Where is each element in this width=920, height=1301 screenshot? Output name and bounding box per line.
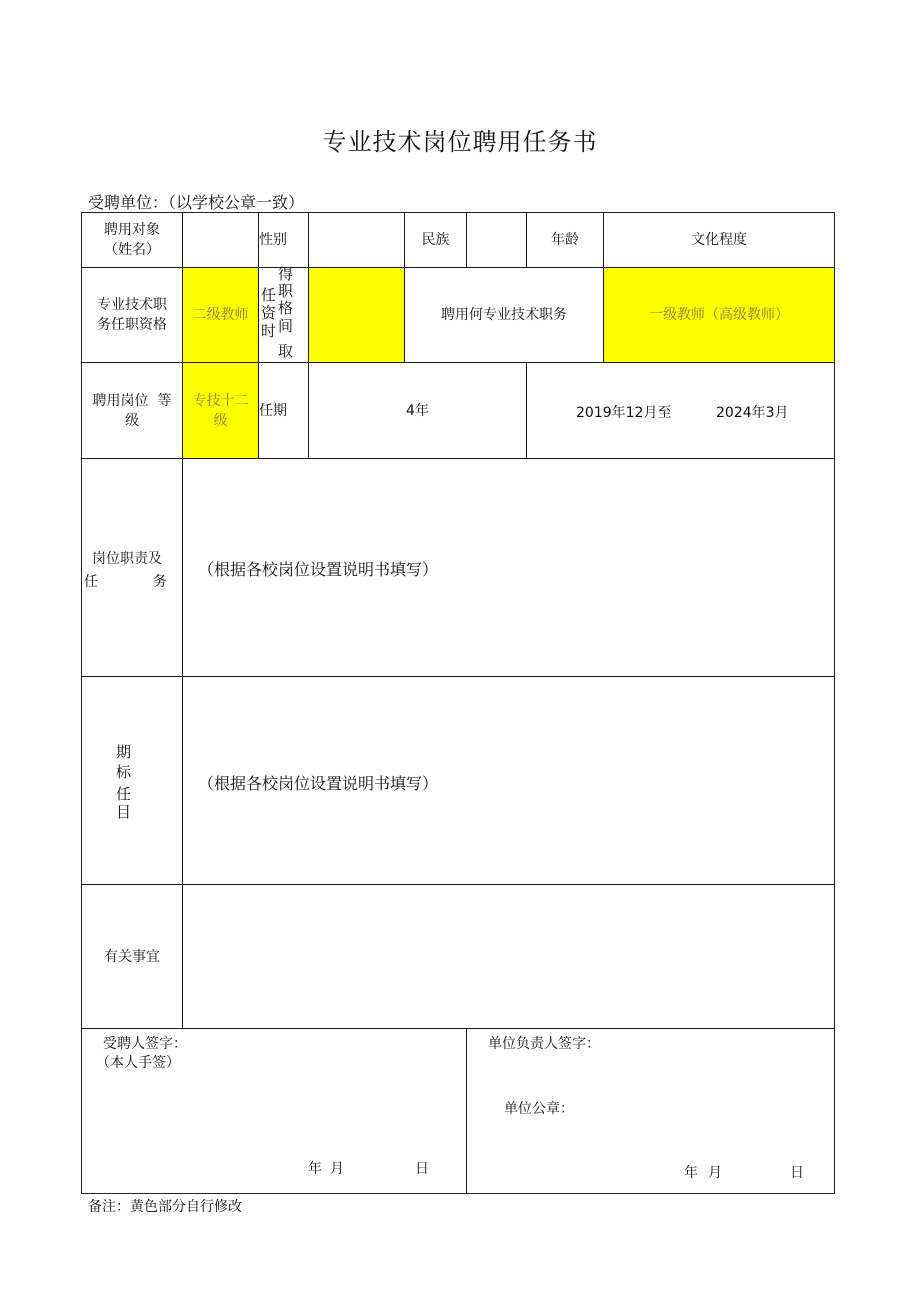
qualified-time-label-char: 取 bbox=[278, 342, 294, 360]
qualification-label-line1: 专业技术职 bbox=[97, 297, 167, 313]
name-sublabel: （姓名） bbox=[104, 242, 160, 258]
qualified-time-label-char: 资 bbox=[261, 304, 277, 322]
unit-seal-label: 单位公章： bbox=[504, 1101, 574, 1117]
qualification-label-line2: 务任职资格 bbox=[97, 317, 167, 333]
name-value-cell[interactable] bbox=[183, 213, 258, 267]
appointee-signature-label: 受聘人签字： bbox=[103, 1036, 187, 1052]
appointee-date-month: 月 bbox=[330, 1161, 344, 1177]
gender-label: 性别 bbox=[259, 232, 287, 248]
qualified-time-value[interactable] bbox=[309, 268, 404, 362]
qualification-label-cell bbox=[82, 268, 182, 362]
target-label-char: 任 bbox=[116, 785, 132, 803]
qualification-value[interactable]: 二级教师 bbox=[192, 307, 249, 323]
target-label-char: 目 bbox=[116, 803, 132, 821]
appointed-post-value[interactable]: 一级教师（高级教师） bbox=[649, 307, 789, 323]
target-label-char: 期 bbox=[116, 743, 132, 761]
page-title: 专业技术岗位聘用任务书 bbox=[322, 128, 598, 156]
ethnic-value-cell[interactable] bbox=[467, 213, 526, 267]
education-label: 文化程度 bbox=[691, 232, 747, 248]
post-grade-label-cell bbox=[82, 363, 182, 458]
unit-date-month: 月 bbox=[708, 1165, 722, 1181]
term-end-date: 2024年3月 bbox=[716, 405, 789, 421]
term-value: 4年 bbox=[406, 402, 429, 419]
target-label-char: 标 bbox=[116, 763, 132, 781]
row-divider bbox=[81, 676, 835, 677]
qualified-time-label-char: 时 bbox=[261, 322, 277, 340]
unit-head-signature-label: 单位负责人签字： bbox=[488, 1036, 600, 1052]
target-content[interactable]: （根据各校岗位设置说明书填写） bbox=[198, 774, 439, 793]
qualified-time-label-char: 格 bbox=[278, 299, 294, 317]
appointee-signature-sublabel: （本人手签） bbox=[96, 1055, 180, 1071]
duties-content[interactable]: （根据各校岗位设置说明书填写） bbox=[198, 560, 439, 579]
post-grade-label-line1: 聘用岗位 等 bbox=[92, 392, 172, 409]
col-divider bbox=[466, 1028, 467, 1194]
qualified-time-label-char: 任 bbox=[261, 286, 277, 304]
qualified-time-label-char: 得 bbox=[278, 265, 294, 283]
age-label: 年龄 bbox=[551, 232, 579, 248]
appointee-date-day: 日 bbox=[415, 1161, 429, 1177]
duties-label-line2-a: 任 bbox=[84, 574, 98, 590]
row-divider bbox=[81, 458, 835, 459]
footnote: 备注：黄色部分自行修改 bbox=[88, 1199, 242, 1215]
post-grade-value-line1: 专技十二 bbox=[192, 392, 249, 409]
name-label: 聘用对象 bbox=[104, 222, 160, 238]
related-matters-label: 有关事宜 bbox=[104, 948, 160, 965]
post-grade-value-line2: 级 bbox=[213, 412, 228, 429]
ethnic-label: 民族 bbox=[421, 232, 450, 248]
appointed-post-label: 聘用何专业技术职务 bbox=[441, 307, 567, 323]
qualified-time-label-char: 间 bbox=[278, 317, 294, 335]
duties-label-line1: 岗位职责及 bbox=[92, 551, 162, 567]
related-matters-content[interactable] bbox=[183, 885, 834, 1028]
gender-value-cell[interactable] bbox=[309, 213, 404, 267]
row-divider bbox=[81, 1028, 835, 1029]
unit-date-day: 日 bbox=[790, 1165, 804, 1181]
post-grade-label-line2: 级 bbox=[125, 412, 139, 429]
employer-unit-line: 受聘单位：（以学校公章一致） bbox=[88, 193, 305, 212]
name-label-cell bbox=[82, 213, 182, 267]
term-start-date: 2019年12月至 bbox=[576, 405, 672, 421]
col-divider bbox=[526, 362, 527, 458]
term-label: 任期 bbox=[259, 402, 287, 419]
unit-date-year: 年 bbox=[684, 1165, 698, 1181]
col-divider bbox=[258, 267, 259, 362]
post-grade-value[interactable] bbox=[183, 363, 258, 458]
appointee-date-year: 年 bbox=[308, 1161, 322, 1177]
duties-label-line2-b: 务 bbox=[153, 574, 167, 590]
qualified-time-label-char: 职 bbox=[278, 282, 294, 300]
